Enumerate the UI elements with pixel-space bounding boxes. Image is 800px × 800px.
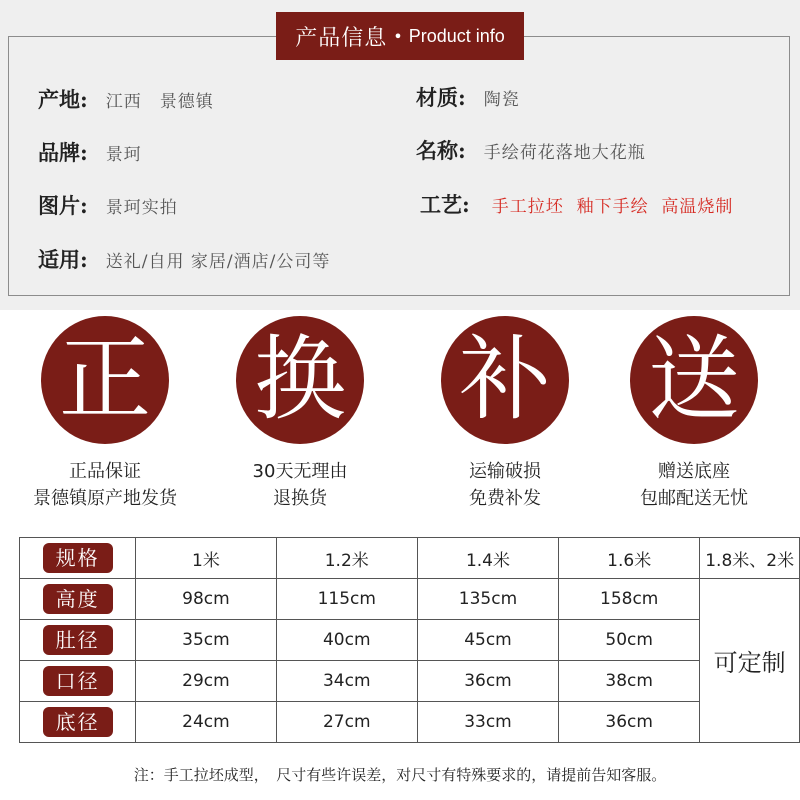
table-cell: 33cm [417,702,558,743]
banner-title-zh: 产品信息 [295,25,388,51]
info-origin [38,84,214,114]
spec-label: 规格 [43,543,113,573]
table-row [20,702,800,743]
info-craft-value: 手工拉坯 釉下手绘 高温烧制 [491,197,734,217]
table-cell: 40cm [276,620,417,661]
row-label: 肚径 [43,625,113,655]
info-usage [38,244,330,274]
info-usage-value: 送礼/自用 家居/酒店/公司等 [105,252,331,272]
row-label: 高度 [43,584,113,614]
spec-table [19,537,800,743]
info-usage-key: 适用: [38,247,88,272]
info-name-key: 名称: [416,138,466,163]
row-label-cell [20,702,136,743]
table-cell: 135cm [417,579,558,620]
table-cell: 45cm [417,620,558,661]
service-exchange [200,316,400,512]
service-exchange-circle: 换 [236,316,364,444]
table-cell: 115cm [276,579,417,620]
spec-size-cell: 1.4米 [417,538,558,579]
service-genuine-line1: 正品保证 [69,461,141,482]
table-cell: 34cm [276,661,417,702]
service-exchange-line2: 退换货 [273,488,327,509]
service-gift [594,316,794,512]
service-exchange-line1: 30天无理由 [252,461,348,482]
spec-label-cell [20,538,136,579]
info-material [416,82,520,112]
row-label: 口径 [43,666,113,696]
info-craft [420,189,733,219]
custom-size-cell: 可定制 [700,579,800,743]
info-origin-value: 江西 景德镇 [105,92,214,112]
info-brand [38,137,142,167]
table-cell: 24cm [136,702,276,743]
info-photo-key: 图片: [38,193,88,218]
info-craft-key: 工艺: [420,192,470,217]
table-row [20,661,800,702]
info-material-value: 陶瓷 [483,90,520,110]
info-origin-key: 产地: [38,87,88,112]
service-genuine-line2: 景德镇原产地发货 [33,488,177,509]
info-material-key: 材质: [416,85,466,110]
service-reissue-line1: 运输破损 [469,461,541,482]
service-gift-line1: 赠送底座 [658,461,730,482]
service-genuine [5,316,205,512]
table-row [20,579,800,620]
row-label-cell [20,579,136,620]
row-label-cell [20,661,136,702]
table-cell: 158cm [559,579,700,620]
table-row [20,620,800,661]
spec-header-row [20,538,800,579]
table-cell: 36cm [417,661,558,702]
table-cell: 36cm [559,702,700,743]
spec-size-cell: 1.6米 [559,538,700,579]
spec-size-cell: 1米 [136,538,276,579]
info-photo-value: 景珂实拍 [105,198,178,218]
service-genuine-circle: 正 [41,316,169,444]
info-photo [38,190,178,220]
table-cell: 98cm [136,579,276,620]
table-cell: 50cm [559,620,700,661]
table-cell: 27cm [276,702,417,743]
size-note: 注：手工拉坯成型， 尺寸有些许误差，对尺寸有特殊要求的，请提前告知客服。 [133,766,667,784]
service-reissue-line2: 免费补发 [469,488,541,509]
info-brand-value: 景珂 [105,145,142,165]
service-reissue-circle: 补 [441,316,569,444]
table-cell: 35cm [136,620,276,661]
info-name-value: 手绘荷花落地大花瓶 [483,143,646,163]
service-gift-circle: 送 [630,316,758,444]
row-label: 底径 [43,707,113,737]
table-cell: 38cm [559,661,700,702]
banner-title-en: Product info [408,25,505,46]
info-brand-key: 品牌: [38,140,88,165]
spec-size-cell: 1.8米、2米 [700,538,800,579]
table-cell: 29cm [136,661,276,702]
spec-size-cell: 1.2米 [276,538,417,579]
service-reissue [405,316,605,512]
product-info-banner [276,12,524,60]
info-name [416,135,646,165]
banner-dot: • [393,26,403,46]
service-gift-line2: 包邮配送无忧 [640,488,748,509]
row-label-cell [20,620,136,661]
